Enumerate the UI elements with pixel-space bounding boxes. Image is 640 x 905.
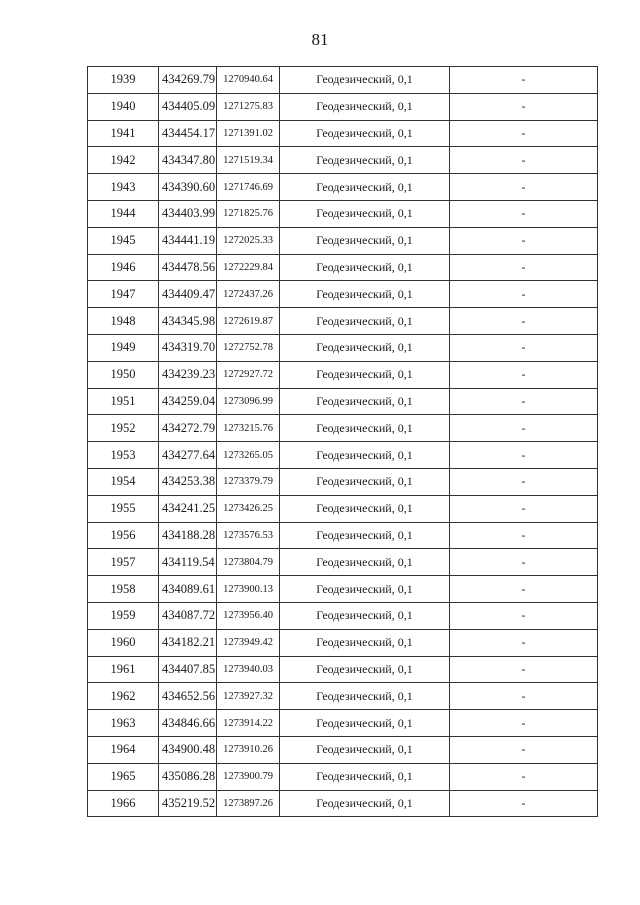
point-number-cell: 1965 <box>88 763 159 790</box>
note-cell: - <box>450 629 598 656</box>
table-row <box>88 415 598 442</box>
method-accuracy-cell: Геодезический, 0,1 <box>280 710 450 737</box>
x-coordinate-cell: 434259.04 <box>159 388 217 415</box>
table-row <box>88 576 598 603</box>
point-number-cell: 1943 <box>88 174 159 201</box>
method-accuracy-cell: Геодезический, 0,1 <box>280 200 450 227</box>
point-number-cell: 1952 <box>88 415 159 442</box>
table-row <box>88 227 598 254</box>
note-cell: - <box>450 147 598 174</box>
method-accuracy-cell: Геодезический, 0,1 <box>280 308 450 335</box>
x-coordinate-cell: 434403.99 <box>159 200 217 227</box>
method-accuracy-cell: Геодезический, 0,1 <box>280 763 450 790</box>
y-coordinate-cell: 1273215.76 <box>217 415 280 442</box>
point-number-cell: 1964 <box>88 736 159 763</box>
table-row <box>88 361 598 388</box>
table-row <box>88 254 598 281</box>
y-coordinate-cell: 1273956.40 <box>217 602 280 629</box>
point-number-cell: 1944 <box>88 200 159 227</box>
table-row <box>88 281 598 308</box>
method-accuracy-cell: Геодезический, 0,1 <box>280 227 450 254</box>
x-coordinate-cell: 434407.85 <box>159 656 217 683</box>
table-row <box>88 495 598 522</box>
note-cell: - <box>450 683 598 710</box>
x-coordinate-cell: 434239.23 <box>159 361 217 388</box>
table-row <box>88 120 598 147</box>
table-row <box>88 549 598 576</box>
x-coordinate-cell: 434454.17 <box>159 120 217 147</box>
table-body <box>88 67 598 817</box>
method-accuracy-cell: Геодезический, 0,1 <box>280 736 450 763</box>
y-coordinate-cell: 1273265.05 <box>217 442 280 469</box>
point-number-cell: 1962 <box>88 683 159 710</box>
table-row <box>88 67 598 94</box>
table-row <box>88 683 598 710</box>
note-cell: - <box>450 602 598 629</box>
table-row <box>88 442 598 469</box>
y-coordinate-cell: 1273940.03 <box>217 656 280 683</box>
coordinates-table <box>87 66 598 817</box>
method-accuracy-cell: Геодезический, 0,1 <box>280 683 450 710</box>
table-row <box>88 174 598 201</box>
note-cell: - <box>450 308 598 335</box>
x-coordinate-cell: 435219.52 <box>159 790 217 817</box>
y-coordinate-cell: 1273897.26 <box>217 790 280 817</box>
point-number-cell: 1950 <box>88 361 159 388</box>
method-accuracy-cell: Геодезический, 0,1 <box>280 415 450 442</box>
point-number-cell: 1947 <box>88 281 159 308</box>
method-accuracy-cell: Геодезический, 0,1 <box>280 281 450 308</box>
table-row <box>88 790 598 817</box>
point-number-cell: 1940 <box>88 93 159 120</box>
point-number-cell: 1953 <box>88 442 159 469</box>
y-coordinate-cell: 1273910.26 <box>217 736 280 763</box>
x-coordinate-cell: 434846.66 <box>159 710 217 737</box>
x-coordinate-cell: 434345.98 <box>159 308 217 335</box>
point-number-cell: 1963 <box>88 710 159 737</box>
point-number-cell: 1942 <box>88 147 159 174</box>
table-row <box>88 388 598 415</box>
point-number-cell: 1961 <box>88 656 159 683</box>
method-accuracy-cell: Геодезический, 0,1 <box>280 147 450 174</box>
table-row <box>88 200 598 227</box>
note-cell: - <box>450 200 598 227</box>
page-number: 81 <box>311 30 329 49</box>
note-cell: - <box>450 442 598 469</box>
note-cell: - <box>450 120 598 147</box>
note-cell: - <box>450 468 598 495</box>
table-row <box>88 629 598 656</box>
x-coordinate-cell: 434188.28 <box>159 522 217 549</box>
method-accuracy-cell: Геодезический, 0,1 <box>280 549 450 576</box>
note-cell: - <box>450 495 598 522</box>
point-number-cell: 1955 <box>88 495 159 522</box>
point-number-cell: 1958 <box>88 576 159 603</box>
y-coordinate-cell: 1273900.79 <box>217 763 280 790</box>
x-coordinate-cell: 434390.60 <box>159 174 217 201</box>
y-coordinate-cell: 1273949.42 <box>217 629 280 656</box>
point-number-cell: 1941 <box>88 120 159 147</box>
table-row <box>88 656 598 683</box>
y-coordinate-cell: 1272752.78 <box>217 334 280 361</box>
method-accuracy-cell: Геодезический, 0,1 <box>280 388 450 415</box>
y-coordinate-cell: 1271391.02 <box>217 120 280 147</box>
x-coordinate-cell: 434253.38 <box>159 468 217 495</box>
y-coordinate-cell: 1271825.76 <box>217 200 280 227</box>
note-cell: - <box>450 576 598 603</box>
point-number-cell: 1946 <box>88 254 159 281</box>
note-cell: - <box>450 93 598 120</box>
point-number-cell: 1939 <box>88 67 159 94</box>
x-coordinate-cell: 434900.48 <box>159 736 217 763</box>
method-accuracy-cell: Геодезический, 0,1 <box>280 468 450 495</box>
y-coordinate-cell: 1272619.87 <box>217 308 280 335</box>
x-coordinate-cell: 434652.56 <box>159 683 217 710</box>
y-coordinate-cell: 1271519.34 <box>217 147 280 174</box>
x-coordinate-cell: 434409.47 <box>159 281 217 308</box>
point-number-cell: 1966 <box>88 790 159 817</box>
method-accuracy-cell: Геодезический, 0,1 <box>280 67 450 94</box>
method-accuracy-cell: Геодезический, 0,1 <box>280 495 450 522</box>
point-number-cell: 1948 <box>88 308 159 335</box>
y-coordinate-cell: 1273096.99 <box>217 388 280 415</box>
method-accuracy-cell: Геодезический, 0,1 <box>280 629 450 656</box>
note-cell: - <box>450 656 598 683</box>
y-coordinate-cell: 1273576.53 <box>217 522 280 549</box>
table-row <box>88 763 598 790</box>
method-accuracy-cell: Геодезический, 0,1 <box>280 254 450 281</box>
method-accuracy-cell: Геодезический, 0,1 <box>280 576 450 603</box>
x-coordinate-cell: 434478.56 <box>159 254 217 281</box>
point-number-cell: 1959 <box>88 602 159 629</box>
y-coordinate-cell: 1272927.72 <box>217 361 280 388</box>
x-coordinate-cell: 434269.79 <box>159 67 217 94</box>
method-accuracy-cell: Геодезический, 0,1 <box>280 174 450 201</box>
note-cell: - <box>450 549 598 576</box>
note-cell: - <box>450 227 598 254</box>
y-coordinate-cell: 1270940.64 <box>217 67 280 94</box>
table-row <box>88 522 598 549</box>
y-coordinate-cell: 1271746.69 <box>217 174 280 201</box>
table-row <box>88 468 598 495</box>
table-row <box>88 93 598 120</box>
point-number-cell: 1945 <box>88 227 159 254</box>
note-cell: - <box>450 254 598 281</box>
method-accuracy-cell: Геодезический, 0,1 <box>280 790 450 817</box>
point-number-cell: 1951 <box>88 388 159 415</box>
y-coordinate-cell: 1273927.32 <box>217 683 280 710</box>
note-cell: - <box>450 736 598 763</box>
method-accuracy-cell: Геодезический, 0,1 <box>280 120 450 147</box>
y-coordinate-cell: 1272229.84 <box>217 254 280 281</box>
method-accuracy-cell: Геодезический, 0,1 <box>280 522 450 549</box>
method-accuracy-cell: Геодезический, 0,1 <box>280 656 450 683</box>
note-cell: - <box>450 334 598 361</box>
point-number-cell: 1949 <box>88 334 159 361</box>
method-accuracy-cell: Геодезический, 0,1 <box>280 334 450 361</box>
y-coordinate-cell: 1273914.22 <box>217 710 280 737</box>
method-accuracy-cell: Геодезический, 0,1 <box>280 93 450 120</box>
x-coordinate-cell: 434087.72 <box>159 602 217 629</box>
y-coordinate-cell: 1273426.25 <box>217 495 280 522</box>
y-coordinate-cell: 1272025.33 <box>217 227 280 254</box>
x-coordinate-cell: 434405.09 <box>159 93 217 120</box>
x-coordinate-cell: 434347.80 <box>159 147 217 174</box>
note-cell: - <box>450 361 598 388</box>
table-row <box>88 710 598 737</box>
x-coordinate-cell: 434119.54 <box>159 549 217 576</box>
y-coordinate-cell: 1271275.83 <box>217 93 280 120</box>
note-cell: - <box>450 415 598 442</box>
x-coordinate-cell: 435086.28 <box>159 763 217 790</box>
note-cell: - <box>450 763 598 790</box>
table-row <box>88 308 598 335</box>
note-cell: - <box>450 281 598 308</box>
note-cell: - <box>450 522 598 549</box>
note-cell: - <box>450 67 598 94</box>
note-cell: - <box>450 790 598 817</box>
x-coordinate-cell: 434272.79 <box>159 415 217 442</box>
table-row <box>88 602 598 629</box>
method-accuracy-cell: Геодезический, 0,1 <box>280 602 450 629</box>
table-row <box>88 334 598 361</box>
point-number-cell: 1954 <box>88 468 159 495</box>
note-cell: - <box>450 388 598 415</box>
y-coordinate-cell: 1273900.13 <box>217 576 280 603</box>
x-coordinate-cell: 434441.19 <box>159 227 217 254</box>
x-coordinate-cell: 434089.61 <box>159 576 217 603</box>
x-coordinate-cell: 434319.70 <box>159 334 217 361</box>
point-number-cell: 1957 <box>88 549 159 576</box>
table-row <box>88 147 598 174</box>
y-coordinate-cell: 1273379.79 <box>217 468 280 495</box>
x-coordinate-cell: 434241.25 <box>159 495 217 522</box>
point-number-cell: 1960 <box>88 629 159 656</box>
note-cell: - <box>450 174 598 201</box>
point-number-cell: 1956 <box>88 522 159 549</box>
method-accuracy-cell: Геодезический, 0,1 <box>280 361 450 388</box>
x-coordinate-cell: 434182.21 <box>159 629 217 656</box>
table-row <box>88 736 598 763</box>
y-coordinate-cell: 1272437.26 <box>217 281 280 308</box>
y-coordinate-cell: 1273804.79 <box>217 549 280 576</box>
note-cell: - <box>450 710 598 737</box>
x-coordinate-cell: 434277.64 <box>159 442 217 469</box>
method-accuracy-cell: Геодезический, 0,1 <box>280 442 450 469</box>
